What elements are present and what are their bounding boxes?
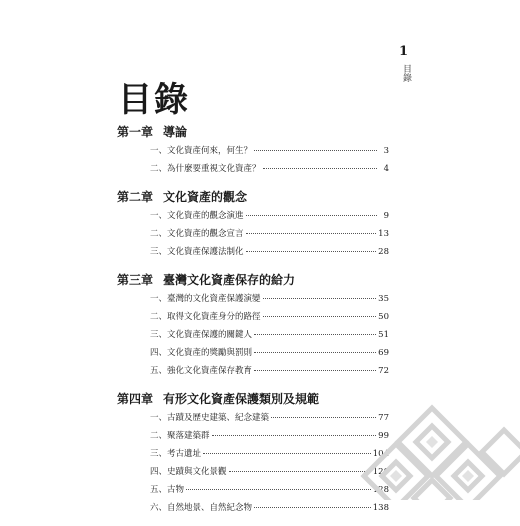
chapter-title: 臺灣文化資產保存的給力 [163,273,296,287]
toc-entry[interactable] [117,445,389,463]
entry-title: 一、文化資產何來，何生？ [150,146,253,156]
dot-leader [254,333,376,335]
entry-page-number: 128 [372,485,389,495]
page-title: 目錄 [118,80,190,120]
entry-page-number: 72 [378,366,389,376]
chapter-3 [117,270,389,380]
entry-page-number: 99 [378,431,389,441]
chapter-title: 文化資產的觀念 [163,190,248,204]
chapter-heading[interactable] [117,187,389,207]
toc-entry[interactable] [117,427,389,445]
toc-entry[interactable] [117,225,389,243]
toc-entry[interactable] [117,481,389,499]
toc-entry[interactable] [117,142,389,160]
entry-page-number: 50 [378,312,389,322]
entry-page-number: 35 [378,294,389,304]
chapter-number: 第二章 [117,190,154,204]
running-header: 目錄 [401,64,411,82]
chapter-2 [117,187,389,261]
entry-title: 二、取得文化資產身分的路徑 [150,312,261,322]
decorative-lattice-ornament [350,400,520,500]
entry-title: 四、史蹟與文化景觀 [150,467,227,477]
toc-entry[interactable] [117,207,389,225]
dot-leader [203,452,371,454]
table-of-contents [117,122,389,526]
chapter-heading[interactable] [117,270,389,290]
dot-leader [254,369,376,371]
entry-title: 六、自然地景、自然紀念物 [150,503,253,513]
entry-page-number: 120 [372,467,389,477]
entry-title: 五、強化文化資產保存教育 [150,366,253,376]
entry-title: 三、文化資產保護法制化 [150,247,244,257]
chapter-number: 第四章 [117,392,154,406]
dot-leader [254,149,377,151]
chapter-number: 第三章 [117,273,154,287]
entry-page-number: 104 [372,449,389,459]
chapter-heading[interactable] [117,389,389,409]
dot-leader [246,214,377,216]
toc-entry[interactable] [117,499,389,517]
entry-page-number: 9 [383,211,389,221]
entry-page-number: 4 [383,164,389,174]
toc-entry[interactable] [117,243,389,261]
toc-entry[interactable] [117,344,389,362]
entry-title: 一、文化資產的觀念演進 [150,211,244,221]
chapter-heading[interactable] [117,122,389,142]
page-number: 1 [399,44,409,59]
toc-entry[interactable] [117,409,389,427]
entry-title: 二、聚落建築群 [150,431,210,441]
entry-title: 一、臺灣的文化資產保護演變 [150,294,261,304]
dot-leader [254,351,376,353]
toc-entry[interactable] [117,463,389,481]
chapter-title: 有形文化資產保護類別及規範 [163,392,320,406]
chapter-title: 導論 [163,125,188,139]
dot-leader [246,250,377,252]
entry-title: 二、文化資產的觀念宣言 [150,229,244,239]
toc-entry[interactable] [117,308,389,326]
entry-page-number: 51 [378,330,389,340]
entry-title: 二、為什麼要重視文化資產？ [150,164,261,174]
entry-page-number: 77 [378,413,389,423]
chapter-number: 第一章 [117,125,154,139]
chapter-4 [117,389,389,517]
dot-leader [263,167,377,169]
toc-entry[interactable] [117,362,389,380]
entry-title: 四、文化資產的獎勵與罰則 [150,348,253,358]
toc-entry[interactable] [117,326,389,344]
entry-title: 三、文化資產保護的關鍵人 [150,330,253,340]
dot-leader [263,297,377,299]
entry-title: 一、古蹟及歷史建築、紀念建築 [150,413,270,423]
dot-leader [263,315,377,317]
entry-title: 五、古物 [150,485,185,495]
dot-leader [186,488,371,490]
entry-page-number: 28 [378,247,389,257]
toc-entry[interactable] [117,290,389,308]
entry-page-number: 3 [383,146,389,156]
entry-title: 三、考古遺址 [150,449,202,459]
entry-page-number: 13 [378,229,389,239]
toc-entry[interactable] [117,160,389,178]
chapter-1 [117,122,389,178]
entry-page-number: 69 [378,348,389,358]
dot-leader [246,232,377,234]
dot-leader [254,506,371,508]
entry-page-number: 138 [372,503,389,513]
